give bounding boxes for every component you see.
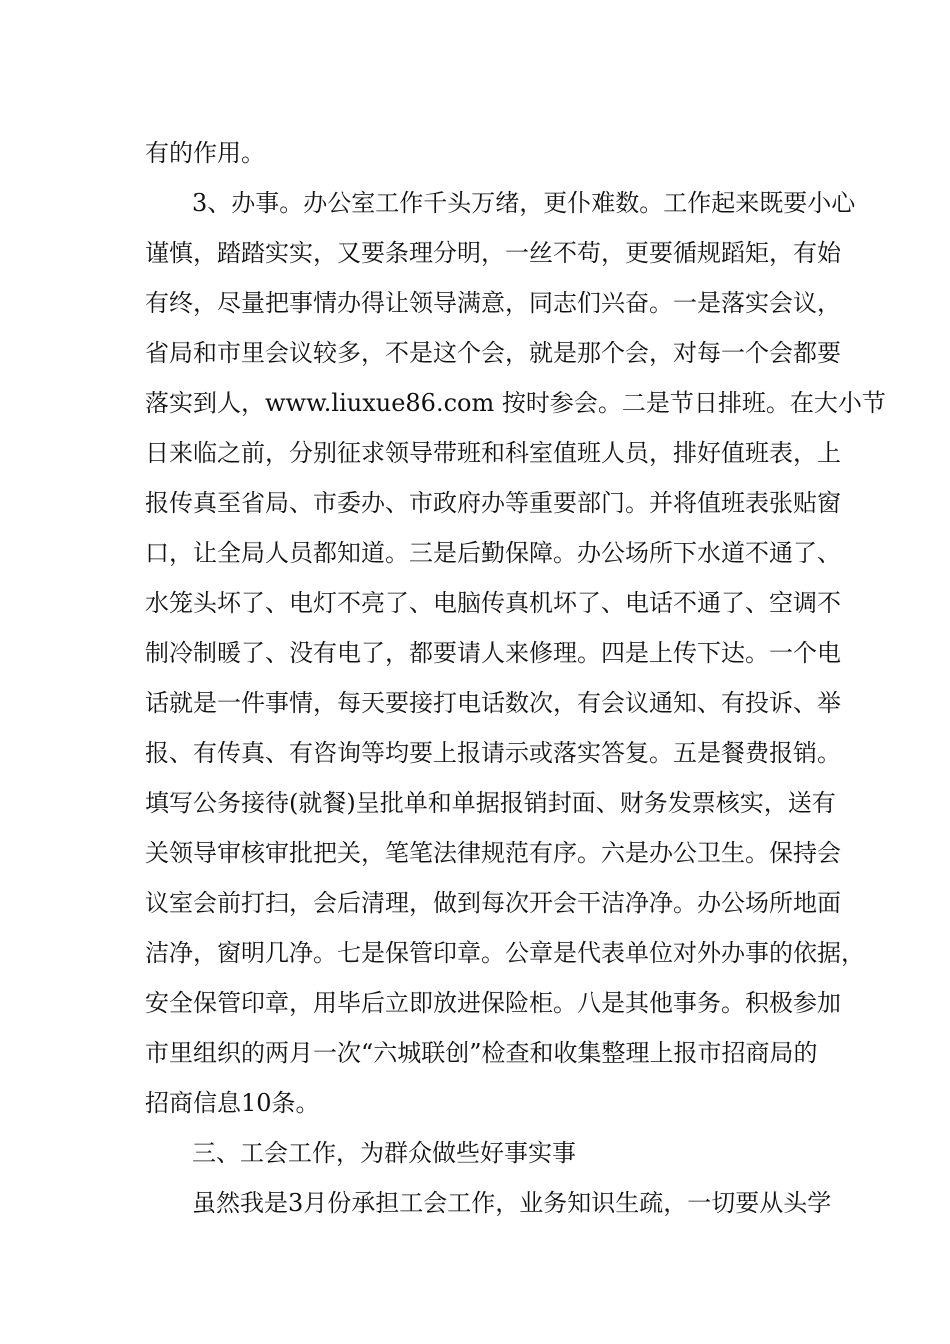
- text-line: 洁净，窗明几净。七是保管印章。公章是代表单位对外办事的依据，: [145, 939, 865, 967]
- text-line: 有的作用。: [145, 139, 265, 167]
- text-line: 报传真至省局、市委办、市政府办等重要部门。并将值班表张贴窗: [145, 489, 841, 517]
- text-line: 谨慎，踏踏实实，又要条理分明，一丝不苟，更要循规蹈矩，有始: [145, 239, 841, 267]
- text-line: 填写公务接待(就餐)呈批单和单据报销封面、财务发票核实，送有: [145, 789, 836, 817]
- text-line: 省局和市里会议较多，不是这个会，就是那个会，对每一个会都要: [145, 339, 841, 367]
- text-line: 招商信息10条。: [145, 1089, 320, 1117]
- paragraph-start-line: 3、办事。办公室工作千头万绪，更仆难数。工作起来既要小心: [192, 189, 856, 217]
- text-line: 市里组织的两月一次“六城联创”检查和收集整理上报市招商局的: [145, 1039, 818, 1067]
- text-line: 落实到人，www.liuxue86.com 按时参会。二是节日排班。在大小节: [145, 389, 886, 417]
- text-line: 水笼头坏了、电灯不亮了、电脑传真机坏了、电话不通了、空调不: [145, 589, 841, 617]
- text-line: 话就是一件事情，每天要接打电话数次，有会议通知、有投诉、举: [145, 689, 841, 717]
- body-text: [145, 128, 886, 1228]
- text-line: 口，让全局人员都知道。三是后勤保障。办公场所下水道不通了、: [145, 539, 841, 567]
- text-line: 议室会前打扫，会后清理，做到每次开会干洁净净。办公场所地面: [145, 889, 841, 917]
- text-line: 关领导审核审批把关，笔笔法律规范有序。六是办公卫生。保持会: [145, 839, 841, 867]
- text-line: 制冷制暖了、没有电了，都要请人来修理。四是上传下达。一个电: [145, 639, 841, 667]
- text-line: 安全保管印章，用毕后立即放进保险柜。八是其他事务。积极参加: [145, 989, 841, 1017]
- text-line: 有终，尽量把事情办得让领导满意，同志们兴奋。一是落实会议，: [145, 289, 841, 317]
- text-line: 日来临之前，分别征求领导带班和科室值班人员，排好值班表，上: [145, 439, 841, 467]
- section-heading: 三、工会工作，为群众做些好事实事: [192, 1139, 576, 1167]
- paragraph-start-line: 虽然我是3月份承担工会工作，业务知识生疏，一切要从头学: [192, 1189, 832, 1217]
- text-line: 报、有传真、有咨询等均要上报请示或落实答复。五是餐费报销。: [145, 739, 841, 767]
